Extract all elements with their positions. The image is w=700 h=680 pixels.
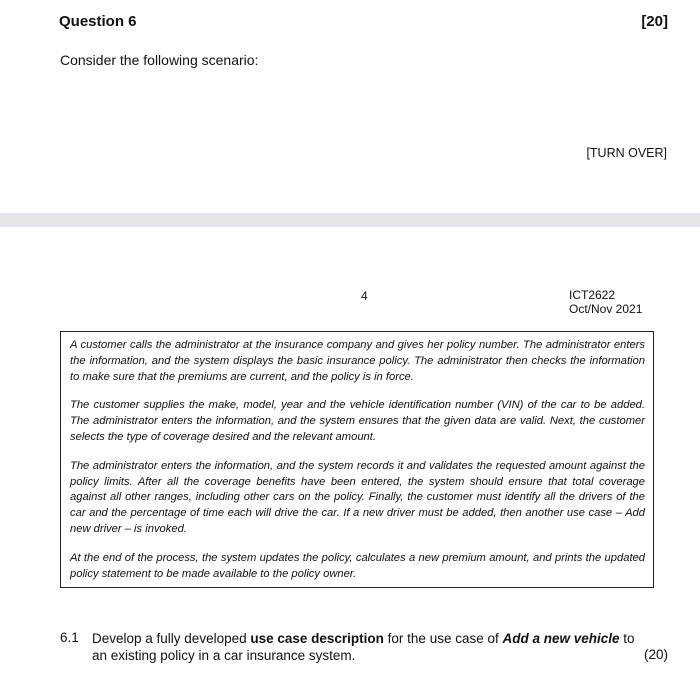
subquestion-text-middle: for the use case of [383,631,503,646]
subquestion-bold-term: use case description [250,631,384,646]
subquestion-bold-italic-term: Add a new vehicle [502,631,620,646]
scenario-paragraph: The customer supplies the make, model, year and the vehicle identification number (VIN) of the car to be added. The administrator enters the information, and the system ensures that the given data are valid. Next, the customer selects the type of coverage desired and the relevant amount. [70,399,645,443]
subquestion-number: 6.1 [60,630,79,645]
subquestion-text [92,630,637,664]
subquestion-marks: (20) [643,647,668,662]
course-header [569,288,642,316]
subquestion-text-after: to an existing policy in a car insurance system. [92,631,635,663]
exam-page-top [0,0,700,213]
exam-page-bottom [0,227,700,680]
question-marks: [20] [641,13,668,30]
question-intro: Consider the following scenario: [60,52,259,68]
scenario-paragraph: At the end of the process, the system updates the policy, calculates a new premium amount, and prints the updated policy statement to be made available to the policy owner. [70,551,645,580]
question-title: Question 6 [59,13,137,30]
scenario-paragraph: The administrator enters the information, and the system records it and validates the requested amount against the policy limits. After all the coverage benefits have been entered, the system should ensure that total coverage against all other ranges, including other cars on the policy. Finally, the customer must identify all the drivers of the car and the percentage of time each will drive the car. If a new driver must be added, then another use case – Add new driver – is invoked. [70,459,645,535]
scenario-paragraph: A customer calls the administrator at the insurance company and gives her policy number. The administrator enters the information, and the system displays the basic insurance policy. The administrator then checks the information to make sure that the premiums are current, and the policy is in force. [70,339,645,383]
page-number: 4 [361,289,368,303]
course-code: ICT2622 [569,288,616,302]
subquestion-text-before: Develop a fully developed [92,631,251,646]
scenario-box [60,331,654,588]
turn-over-label: [TURN OVER] [586,146,667,160]
exam-session: Oct/Nov 2021 [569,302,643,316]
page-separator [0,213,700,227]
